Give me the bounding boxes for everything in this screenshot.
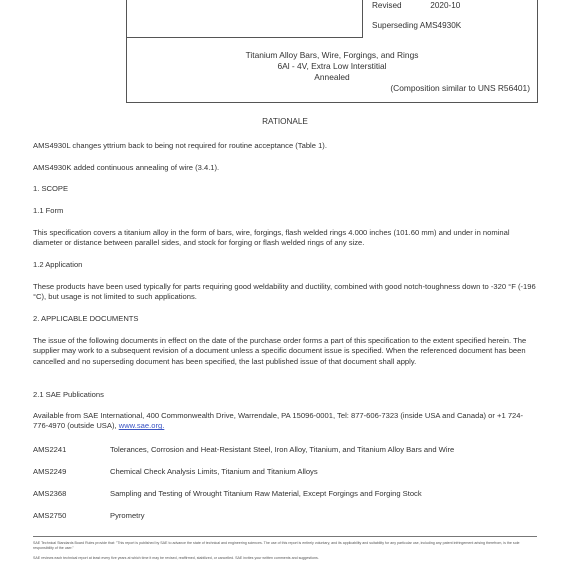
section-documents-text: The issue of the following documents in effect on the date of the purchase order forms a part of this specification to the extent specified herein. The supplier may work to a subsequent revision of a document unless a specific document issue is specified. When the referenced document has been cancelled and no superseding document has been specified, the last published issue of that document shall apply. — [33, 336, 527, 366]
header-inner-cell — [126, 0, 363, 38]
ref-id-ams2241: AMS2241 — [33, 445, 67, 454]
revised-label: Revised — [372, 1, 402, 10]
section-form-heading: 1.1 Form — [33, 206, 64, 215]
section-sae-text — [33, 411, 537, 432]
footer-review-note: SAE reviews each technical report at least every five years at which time it may be revised, reaffirmed, stabilized, or cancelled. SAE invites your written comments and suggestions. — [33, 556, 319, 560]
section-form-text: This specification covers a titanium alloy in the form of bars, wire, forgings, flash welded rings 4.000 inches (101.60 mm) and under in nominal diameter or distance between parallel sides, and stock for forging or flash welded rings of any size. — [33, 228, 510, 248]
ref-id-ams2750: AMS2750 — [33, 511, 67, 520]
title-line-3: Annealed — [314, 72, 350, 82]
ref-desc-ams2249: Chemical Check Analysis Limits, Titanium and Titanium Alloys — [110, 467, 318, 476]
ref-id-ams2368: AMS2368 — [33, 489, 67, 498]
revised-row — [372, 1, 460, 10]
rationale-para-2: AMS4930K added continuous annealing of wire (3.4.1). — [33, 163, 220, 172]
rationale-para-1: AMS4930L changes yttrium back to being not required for routine acceptance (Table 1). — [33, 141, 327, 150]
title-line-2: 6Al - 4V, Extra Low Interstitial — [277, 61, 387, 71]
sae-website-link[interactable]: www.sae.org. — [118, 421, 165, 431]
ref-id-ams2249: AMS2249 — [33, 467, 67, 476]
section-documents-heading: 2. APPLICABLE DOCUMENTS — [33, 314, 139, 323]
ref-desc-ams2750: Pyrometry — [110, 511, 145, 520]
superseding-note: Superseding AMS4930K — [372, 21, 462, 30]
footer-divider — [33, 536, 537, 537]
section-application-text: These products have been used typically for parts requiring good weldability and ductility, combined with good notch-toughness down to -320 °F (-196 °C), but usage is not limited to such applications. — [33, 282, 536, 302]
section-sae-heading: 2.1 SAE Publications — [33, 390, 104, 399]
rationale-heading: RATIONALE — [262, 117, 308, 126]
section-application-heading: 1.2 Application — [33, 260, 83, 269]
title-composition: (Composition similar to UNS R56401) — [390, 83, 530, 93]
ref-desc-ams2241: Tolerances, Corrosion and Heat-Resistant Steel, Iron Alloy, Titanium, and Titanium Alloy Bars and Wire — [110, 445, 455, 454]
ref-desc-ams2368: Sampling and Testing of Wrought Titanium Raw Material, Except Forgings and Forging Stock — [110, 489, 422, 498]
title-line-1: Titanium Alloy Bars, Wire, Forgings, and Rings — [245, 50, 419, 60]
revised-date: 2020-10 — [430, 1, 461, 10]
footer-disclaimer: SAE Technical Standards Board Rules provide that: "This report is published by SAE to advance the state of technical and engineering sciences. The use of this report is entirely voluntary, and its applicability and suitability for any particular use, including any patent infringement arising therefrom, is the sole responsibility of the user." — [33, 541, 520, 550]
sae-address: Available from SAE International, 400 Commonwealth Drive, Warrendale, PA 15096-0001, Tel: 877-606-7323 (inside USA and Canada) or +1 724-776-4970 (outside USA), — [33, 411, 524, 431]
section-scope-heading: 1. SCOPE — [33, 184, 69, 193]
